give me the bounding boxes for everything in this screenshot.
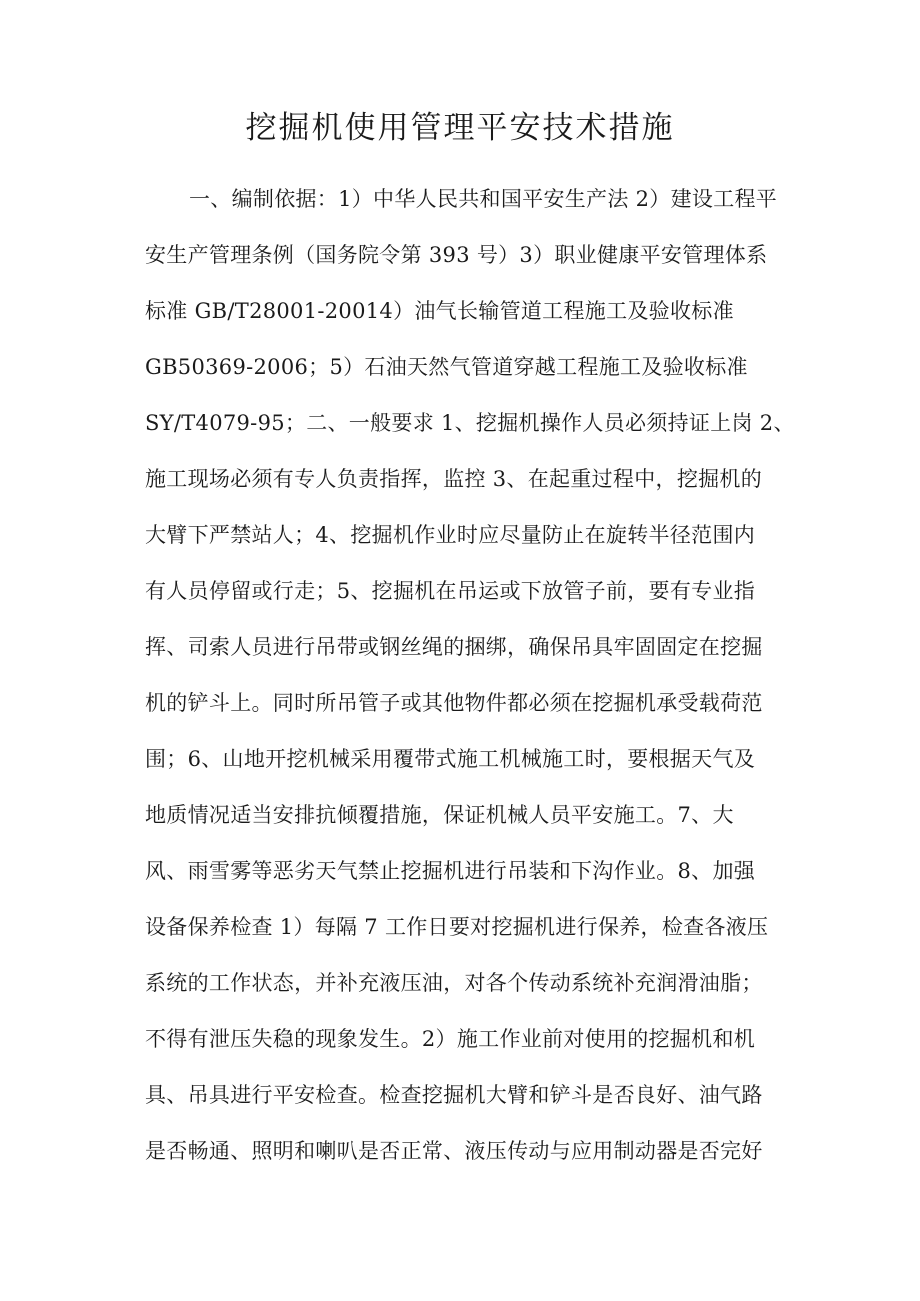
body-line-16: 不得有泄压失稳的现象发生。2）施工作业前对使用的挖掘机和机 — [145, 1027, 756, 1051]
body-line-11: 围；6、山地开挖机械采用覆带式施工机械施工时，要根据天气及 — [145, 747, 756, 771]
body-line-15: 系统的工作状态，并补充液压油，对各个传动系统补充润滑油脂； — [145, 971, 763, 995]
body-line-5: SY/T4079-95；二、一般要求 1、挖掘机操作人员必须持证上岗 2、 — [145, 411, 795, 435]
body-line-3: 标准 GB/T28001-20014）油气长输管道工程施工及验收标准 — [145, 299, 734, 323]
body-line-13: 风、雨雪雾等恶劣天气禁止挖掘机进行吊装和下沟作业。8、加强 — [145, 859, 756, 883]
body-line-7: 大臂下严禁站人；4、挖掘机作业时应尽量防止在旋转半径范围内 — [145, 523, 756, 547]
body-line-6: 施工现场必须有专人负责指挥，监控 3、在起重过程中，挖掘机的 — [145, 467, 763, 491]
body-line-18: 是否畅通、照明和喇叭是否正常、液压传动与应用制动器是否完好 — [145, 1139, 763, 1163]
body-line-1: 一、编制依据：1）中华人民共和国平安生产法 2）建设工程平 — [189, 187, 778, 211]
body-line-9: 挥、司索人员进行吊带或钢丝绳的捆绑，确保吊具牢固固定在挖掘 — [145, 635, 763, 659]
body-line-10: 机的铲斗上。同时所吊管子或其他物件都必须在挖掘机承受载荷范 — [145, 691, 763, 715]
body-line-12: 地质情况适当安排抗倾覆措施，保证机械人员平安施工。7、大 — [145, 803, 734, 827]
document-title: 挖掘机使用管理平安技术措施 — [245, 110, 675, 146]
body-line-14: 设备保养检查 1）每隔 7 工作日要对挖掘机进行保养，检查各液压 — [145, 915, 769, 939]
body-line-2: 安生产管理条例（国务院令第 393 号）3）职业健康平安管理体系 — [145, 243, 768, 267]
body-line-8: 有人员停留或行走；5、挖掘机在吊运或下放管子前，要有专业指 — [145, 579, 756, 603]
body-line-17: 具、吊具进行平安检查。检查挖掘机大臂和铲斗是否良好、油气路 — [145, 1083, 763, 1107]
body-line-4: GB50369-2006；5）石油天然气管道穿越工程施工及验收标准 — [145, 355, 748, 379]
